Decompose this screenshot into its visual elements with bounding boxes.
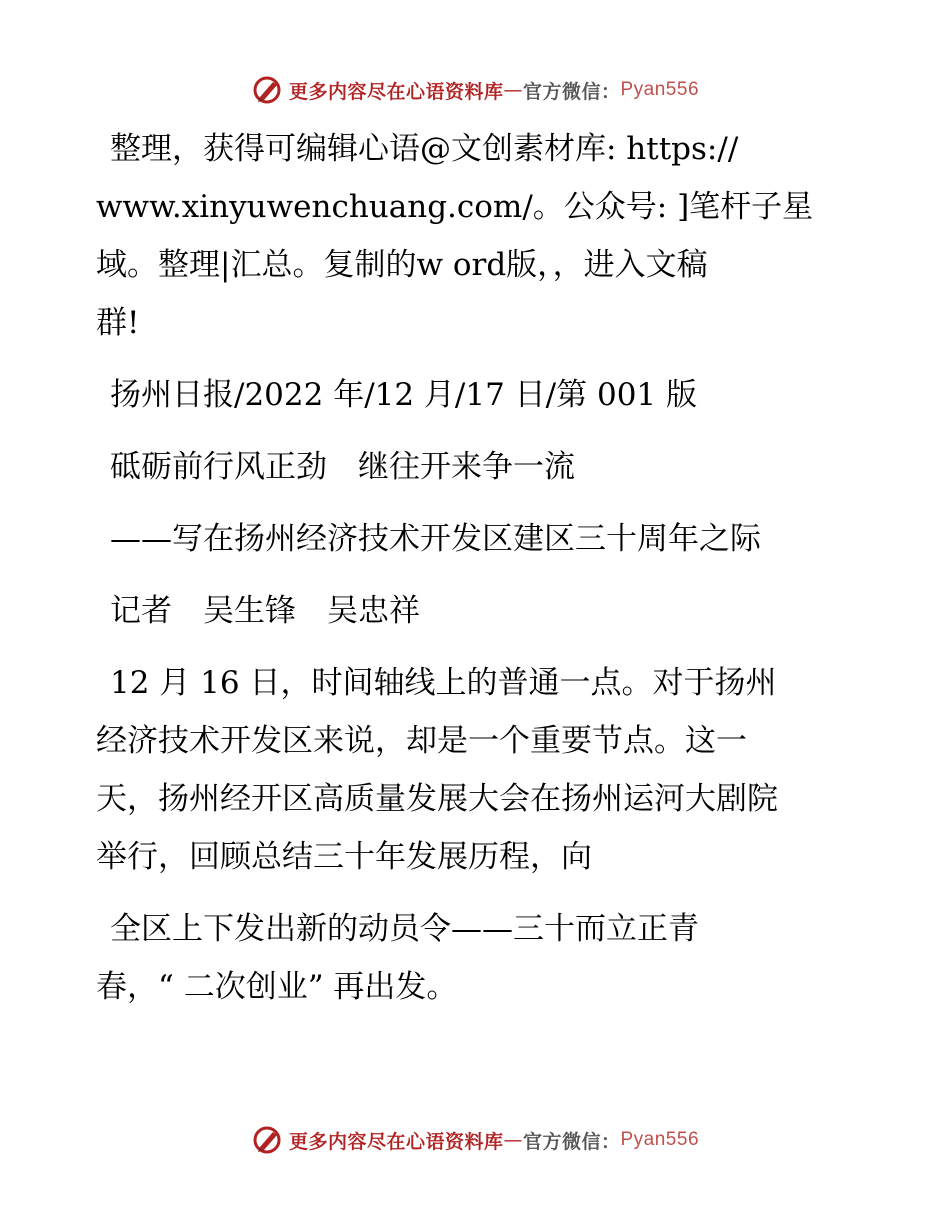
pen-logo-icon [251,73,285,107]
body-line-1: 12 月 16 日，时间轴线上的普通一点。对于扬州 [110,665,777,701]
banner-official-text: 官方微信： [522,80,621,103]
banner-main-text: 更多内容尽在心语资料库 [288,80,504,103]
intro-line-1: 整理，获得可编辑心语@文创素材库: https:// [110,131,739,167]
source-line: 扬州日报/2022 年/12 月/17 日/第 001 版 [110,377,698,413]
intro-line-3: 域。整理|汇总。复制的w ord版，，进入文稿 [96,247,708,283]
body-line-4: 举行，回顾总结三十年发展历程，向 [96,839,592,875]
body-line-3: 天，扬州经开区高质量发展大会在扬州运河大剧院 [96,781,778,817]
banner-wechat-id: Pyan556 [620,79,700,100]
body-line-6: 春，“ 二次创业” 再出发。 [96,969,458,1005]
banner-official-text: 官方微信： [522,1130,621,1153]
footer-banner [0,1120,950,1160]
header-banner [0,70,950,110]
banner-dash: — [503,1129,523,1151]
body-line-5: 全区上下发出新的动员令——三十而立正青 [110,911,699,947]
byline: 记者 吴生锋 吴忠祥 [110,593,420,629]
pen-logo-icon [251,1123,285,1157]
intro-line-4: 群! [96,305,140,341]
article-title: 砥砺前行风正劲 继往开来争一流 [110,449,575,485]
banner-dash: — [503,79,523,101]
banner-wechat-id: Pyan556 [620,1129,700,1150]
banner-main-text: 更多内容尽在心语资料库 [288,1130,504,1153]
intro-line-2: www.xinyuwenchuang.com/。公众号: ]笔杆子星 [96,189,814,225]
body-line-2: 经济技术开发区来说，却是一个重要节点。这一 [96,723,747,759]
document-body [96,120,856,1016]
article-subtitle: ——写在扬州经济技术开发区建区三十周年之际 [110,521,761,557]
